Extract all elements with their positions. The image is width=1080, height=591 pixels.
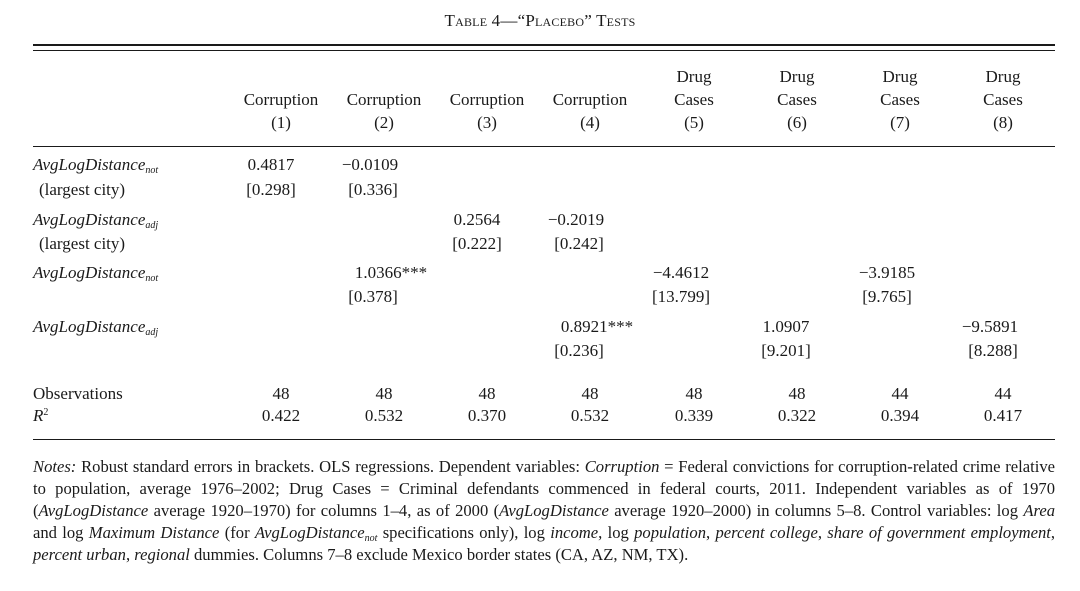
row-label-var: AvgLogDistance bbox=[33, 155, 146, 174]
observations-cell: 48 bbox=[788, 384, 806, 403]
col-header-4-line2: Corruption bbox=[552, 90, 628, 109]
col-header-8-num: (8) bbox=[993, 113, 1013, 132]
observations-cell: 48 bbox=[478, 384, 496, 403]
coef-cell: −9.5891 bbox=[961, 317, 1019, 336]
r-squared-label bbox=[33, 405, 48, 427]
col-header-5-line2: Cases bbox=[674, 90, 714, 109]
table-title-text: “Placebo” Tests bbox=[517, 11, 636, 30]
notes-text: , log bbox=[598, 523, 635, 542]
col-header-6-line2: Cases bbox=[777, 90, 817, 109]
notes-text: Area bbox=[1023, 501, 1055, 520]
row-label-sub: adj bbox=[145, 327, 159, 338]
col-header-4-num: (4) bbox=[580, 113, 600, 132]
se-cell: [8.288] bbox=[968, 341, 1018, 360]
r-squared-cell: 0.322 bbox=[777, 406, 817, 425]
observations-cell: 48 bbox=[375, 384, 393, 403]
col-header-5-num: (5) bbox=[684, 113, 704, 132]
col-header-1-num: (1) bbox=[271, 113, 291, 132]
r-squared-cell: 0.370 bbox=[467, 406, 507, 425]
notes-text: income bbox=[550, 523, 599, 542]
row-label-sub: not bbox=[145, 273, 159, 284]
observations-cell: 48 bbox=[685, 384, 703, 403]
col-header-2-num: (2) bbox=[374, 113, 394, 132]
notes-text: Corruption bbox=[584, 457, 660, 476]
coef-cell: 1.0907 bbox=[762, 317, 810, 336]
notes-text: regional bbox=[134, 545, 190, 564]
notes-text: Robust standard errors in brackets. OLS regressions. Dependent variables: bbox=[76, 457, 585, 476]
row-label-var: AvgLogDistance bbox=[33, 210, 146, 229]
observations-cell: 44 bbox=[994, 384, 1012, 403]
col-header-2-line2: Corruption bbox=[346, 90, 422, 109]
notes-text: , bbox=[706, 523, 716, 542]
col-header-7-line1: Drug bbox=[882, 67, 918, 86]
notes-text: population bbox=[634, 523, 707, 542]
row-label-var: AvgLogDistance bbox=[33, 263, 146, 282]
row-label-sub: adj bbox=[145, 220, 159, 231]
row-label bbox=[33, 262, 158, 284]
se-cell: [0.378] bbox=[348, 287, 398, 306]
coef-cell: −0.0109 bbox=[341, 155, 399, 174]
col-header-3-num: (3) bbox=[477, 113, 497, 132]
col-header-8-line2: Cases bbox=[983, 90, 1023, 109]
r-squared-sup: 2 bbox=[43, 407, 49, 418]
col-header-7-num: (7) bbox=[890, 113, 910, 132]
notes-text: and log bbox=[33, 523, 89, 542]
se-cell: [0.236] bbox=[554, 341, 604, 360]
coef-cell: −0.2019 bbox=[547, 210, 605, 229]
notes-text: , bbox=[1050, 523, 1056, 542]
notes-text: AvgLogDistance bbox=[499, 501, 609, 520]
top-rule bbox=[33, 44, 1055, 46]
row-label bbox=[33, 209, 158, 231]
observations-cell: 48 bbox=[581, 384, 599, 403]
notes-heading: Notes: bbox=[33, 457, 77, 476]
observations-cell: 48 bbox=[272, 384, 290, 403]
row-label-qualifier: (largest city) bbox=[39, 234, 126, 253]
table-title-prefix: Table 4— bbox=[444, 11, 518, 30]
r-squared-cell: 0.532 bbox=[364, 406, 404, 425]
table-notes bbox=[33, 456, 1055, 566]
notes-text: , bbox=[125, 545, 135, 564]
coef-cell: 1.0366*** bbox=[354, 263, 428, 282]
notes-text: AvgLogDistance bbox=[254, 523, 365, 542]
notes-text: (for bbox=[219, 523, 255, 542]
col-header-6-num: (6) bbox=[787, 113, 807, 132]
notes-text: specifications only), log bbox=[377, 523, 551, 542]
notes-text: , bbox=[817, 523, 828, 542]
se-cell: [9.765] bbox=[862, 287, 912, 306]
notes-text: percent college bbox=[715, 523, 818, 542]
coef-cell: 0.2564 bbox=[453, 210, 501, 229]
row-label bbox=[33, 316, 158, 338]
se-cell: [0.242] bbox=[554, 234, 604, 253]
col-header-1-line2: Corruption bbox=[243, 90, 319, 109]
r-squared-cell: 0.422 bbox=[261, 406, 301, 425]
r-squared-cell: 0.532 bbox=[570, 406, 610, 425]
se-cell: [13.799] bbox=[651, 287, 711, 306]
row-label-var: AvgLogDistance bbox=[33, 317, 146, 336]
notes-text: not bbox=[364, 533, 378, 544]
coef-cell: −3.9185 bbox=[858, 263, 916, 282]
r-squared-cell: 0.394 bbox=[880, 406, 920, 425]
col-header-8-line1: Drug bbox=[985, 67, 1021, 86]
notes-text: AvgLogDistance bbox=[38, 501, 149, 520]
top-rule-thin bbox=[33, 50, 1055, 51]
observations-label: Observations bbox=[33, 384, 123, 403]
notes-text: dummies. Columns 7–8 exclude Mexico border states (CA, AZ, NM, TX). bbox=[189, 545, 689, 564]
notes-text: average 1920–2000) in columns 5–8. Control variables: log bbox=[608, 501, 1024, 520]
col-header-3-line2: Corruption bbox=[449, 90, 525, 109]
col-header-7-line2: Cases bbox=[880, 90, 920, 109]
se-cell: [0.298] bbox=[246, 180, 296, 199]
r-squared-symbol: R bbox=[33, 406, 44, 425]
bottom-rule bbox=[33, 439, 1055, 440]
notes-text: share of government employment bbox=[827, 523, 1051, 542]
coef-cell: 0.4817 bbox=[247, 155, 295, 174]
notes-text: = Federal convictions for corruption-related crime relative to population, average 1976–2002; Drug Cases = Criminal defendants commenced in federal courts, 2011. Independent variables as of 1970 ( bbox=[33, 457, 1055, 520]
col-header-5-line1: Drug bbox=[676, 67, 712, 86]
col-header-6-line1: Drug bbox=[779, 67, 815, 86]
coef-cell: −4.4612 bbox=[652, 263, 710, 282]
r-squared-cell: 0.339 bbox=[674, 406, 714, 425]
header-rule bbox=[33, 146, 1055, 147]
row-label-qualifier: (largest city) bbox=[39, 180, 126, 199]
notes-text: average 1920–1970) for columns 1–4, as of 2000 ( bbox=[148, 501, 500, 520]
notes-text: Maximum Distance bbox=[88, 523, 220, 542]
se-cell: [0.222] bbox=[452, 234, 502, 253]
observations-cell: 44 bbox=[891, 384, 909, 403]
se-cell: [9.201] bbox=[761, 341, 811, 360]
row-label-sub: not bbox=[145, 165, 159, 176]
table-title bbox=[0, 11, 1080, 31]
notes-text: percent urban bbox=[33, 545, 126, 564]
r-squared-cell: 0.417 bbox=[983, 406, 1023, 425]
se-cell: [0.336] bbox=[348, 180, 398, 199]
row-label bbox=[33, 154, 158, 176]
coef-cell: 0.8921*** bbox=[560, 317, 634, 336]
